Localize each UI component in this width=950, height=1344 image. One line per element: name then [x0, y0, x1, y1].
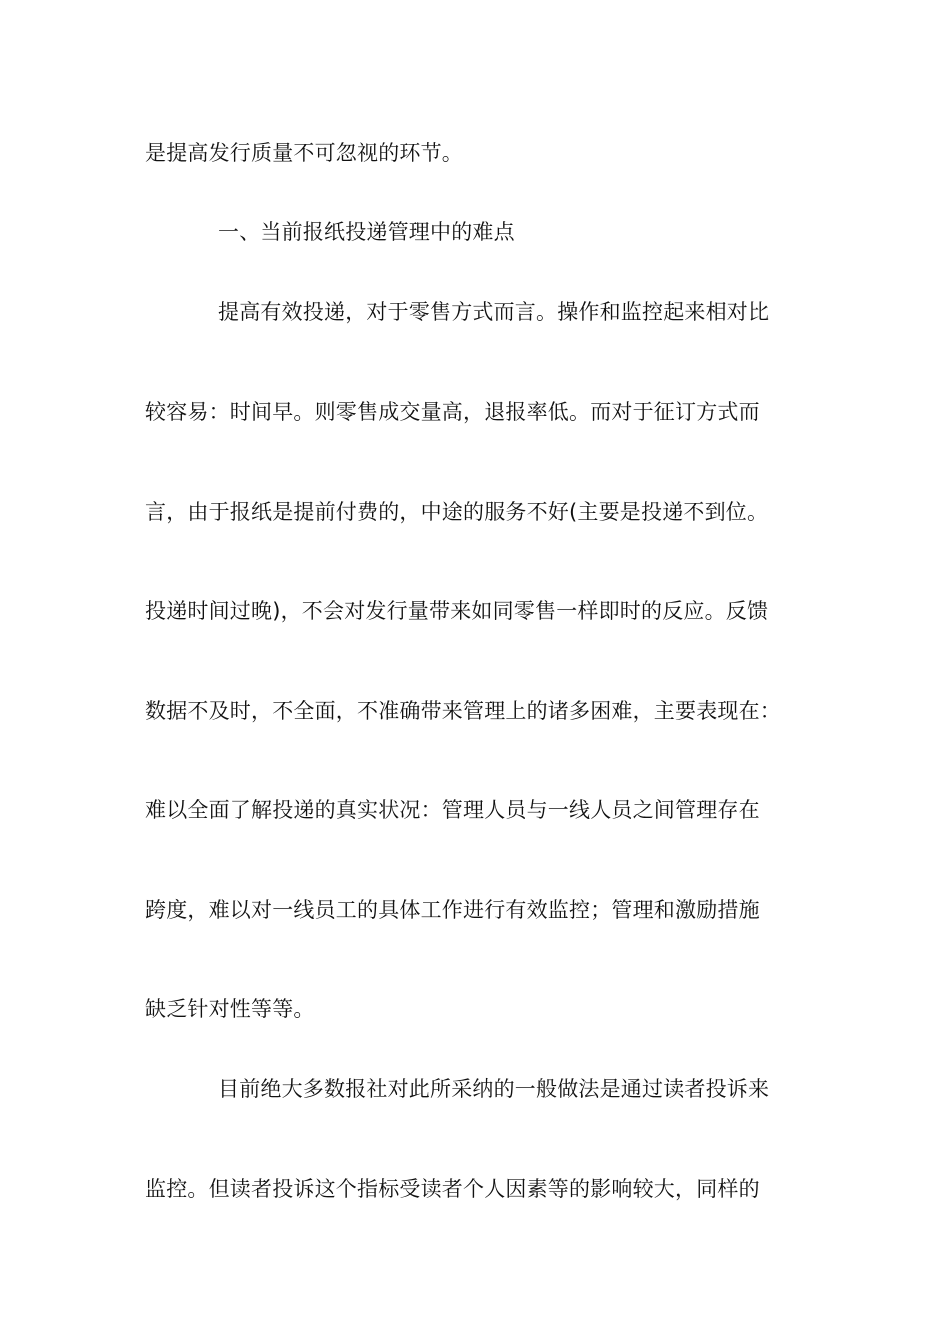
text-line: 难以全面了解投递的真实状况：管理人员与一线人员之间管理存在 — [145, 798, 760, 822]
text-line: 缺乏针对性等等。 — [145, 997, 315, 1021]
text-line: 跨度，难以对一线员工的具体工作进行有效监控；管理和激励措施 — [145, 898, 760, 922]
text-line: 数据不及时，不全面，不准确带来管理上的诸多困难，主要表现在： — [145, 699, 781, 723]
section-heading: 一、当前报纸投递管理中的难点 — [218, 220, 515, 244]
text-line: 较容易：时间早。则零售成交量高，退报率低。而对于征订方式而 — [145, 400, 760, 424]
text-line: 监控。但读者投诉这个指标受读者个人因素等的影响较大，同样的 — [145, 1177, 760, 1201]
text-line: 言，由于报纸是提前付费的，中途的服务不好(主要是投递不到位。 — [145, 500, 769, 524]
text-line: 是提高发行质量不可忽视的环节。 — [145, 141, 463, 165]
text-line: 目前绝大多数报社对此所采纳的一般做法是通过读者投诉来 — [218, 1077, 770, 1101]
text-line: 投递时间过晚)，不会对发行量带来如同零售一样即时的反应。反馈 — [145, 599, 769, 623]
text-line: 提高有效投递，对于零售方式而言。操作和监控起来相对比 — [218, 300, 770, 324]
